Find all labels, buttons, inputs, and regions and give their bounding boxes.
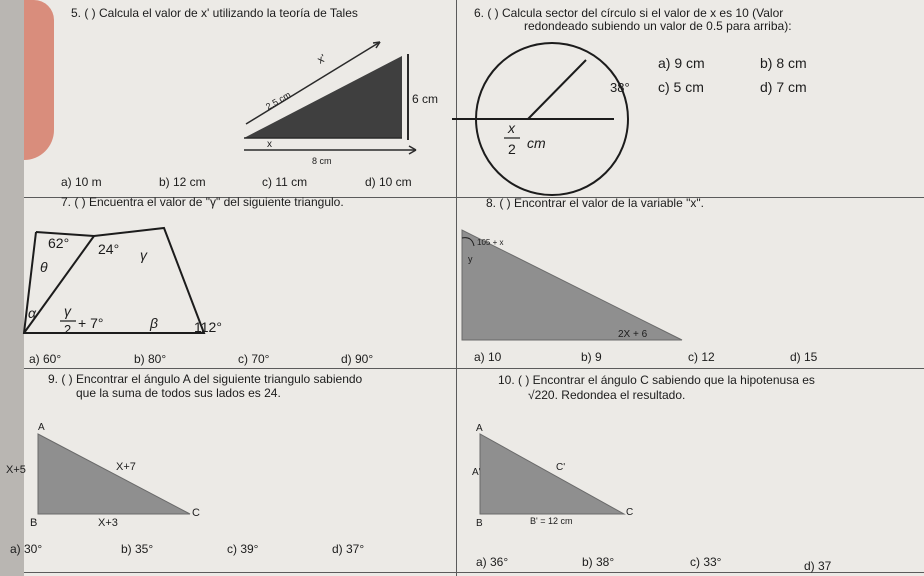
q8-option-b[interactable]: b) 9	[581, 350, 602, 364]
q7-label-gamma: γ	[140, 247, 147, 263]
q6-angle-label: 38°	[610, 80, 630, 95]
q8-label-top: 105 + x	[477, 238, 504, 247]
q5-option-c[interactable]: c) 11 cm	[262, 175, 308, 189]
q5-option-a[interactable]: a) 10 m	[61, 175, 102, 189]
q7-option-c[interactable]: c) 70°	[238, 352, 270, 366]
q9-option-c[interactable]: c) 39°	[227, 542, 259, 556]
q10-option-a[interactable]: a) 36°	[476, 555, 509, 569]
q6-option-b[interactable]: b) 8 cm	[760, 55, 807, 71]
q7-label-112: 112°	[194, 319, 222, 335]
q9-title-line2: que la suma de todos sus lados es 24.	[76, 386, 281, 400]
q9-option-d[interactable]: d) 37°	[332, 542, 365, 556]
q10-shaded-triangle	[480, 434, 624, 514]
q8-title: 8. ( ) Encontrar el valor de la variable "x".	[486, 196, 704, 210]
q8-option-c[interactable]: c) 12	[688, 350, 715, 364]
q10-label-C: C	[626, 507, 634, 518]
q9-label-A: A	[38, 422, 45, 433]
q7-label-62: 62°	[48, 235, 70, 251]
q7-option-d[interactable]: d) 90°	[341, 352, 374, 366]
q10-label-Cprime: C'	[556, 462, 566, 473]
q9-label-left: X+5	[6, 464, 26, 476]
q5-option-b[interactable]: b) 12 cm	[159, 175, 206, 189]
q6-option-c[interactable]: c) 5 cm	[658, 79, 704, 95]
q7-label-theta: θ	[40, 259, 48, 275]
q6-title-line1: 6. ( ) Calcula sector del círculo si el valor de x es 10 (Valor	[474, 6, 784, 20]
q7-label-24: 24°	[98, 241, 120, 257]
q10-title-line2: √220. Redondea el resultado.	[528, 388, 686, 402]
q9-option-a[interactable]: a) 30°	[10, 542, 43, 556]
q7-label-beta: β	[150, 315, 158, 331]
q9-label-hyp: X+7	[116, 461, 136, 473]
q5-option-d[interactable]: d) 10 cm	[365, 175, 412, 189]
q6-frac-unit: cm	[527, 135, 546, 151]
q10-label-B: B	[476, 518, 483, 529]
q9-label-C: C	[192, 507, 200, 519]
q7-option-b[interactable]: b) 80°	[134, 352, 167, 366]
q8-label-base: 2X + 6	[618, 329, 648, 340]
q9-label-base: X+3	[98, 517, 118, 529]
q6-frac-den: 2	[508, 141, 516, 157]
q6-option-d[interactable]: d) 7 cm	[760, 79, 807, 95]
q6-frac-num: x	[508, 120, 515, 136]
q10-label-base: B' = 12 cm	[530, 516, 573, 526]
q7-label-alpha: α	[28, 305, 36, 321]
q10-option-c[interactable]: c) 33°	[690, 555, 722, 569]
q8-option-d[interactable]: d) 15	[790, 350, 818, 364]
q10-title-line1: 10. ( ) Encontrar el ángulo C sabiendo que la hipotenusa es	[498, 373, 815, 387]
q6-option-a[interactable]: a) 9 cm	[658, 55, 705, 71]
q6-title-line2: redondeado subiendo un valor de 0.5 para arriba):	[524, 19, 792, 33]
q5-title: 5. ( ) Calcula el valor de x' utilizando la teoría de Tales	[71, 6, 358, 20]
worksheet-page	[6, 0, 924, 576]
q8-label-y: y	[468, 254, 473, 264]
q7-option-a[interactable]: a) 60°	[29, 352, 62, 366]
q7-frac-plus: + 7°	[78, 315, 104, 331]
q9-label-B: B	[30, 517, 38, 529]
q8-option-a[interactable]: a) 10	[474, 350, 502, 364]
q10-option-d[interactable]: d) 37	[804, 559, 832, 573]
q5-label-base: 8 cm	[312, 156, 332, 166]
q9-option-b[interactable]: b) 35°	[121, 542, 154, 556]
q7-title: 7. ( ) Encuentra el valor de "γ" del siguiente triangulo.	[61, 195, 344, 209]
q10-label-Aprime: A'	[472, 467, 481, 478]
q10-option-b[interactable]: b) 38°	[582, 555, 615, 569]
q7-frac-den: 2	[64, 322, 72, 337]
q10-diagram	[24, 0, 924, 576]
q5-label-height: 6 cm	[412, 92, 439, 106]
q7-frac-num: γ	[64, 303, 71, 319]
q5-label-x: x	[267, 139, 272, 150]
q5-label-xprime: x'	[315, 52, 329, 67]
q5-label-side: 2.5 cm	[264, 89, 293, 112]
q9-title-line1: 9. ( ) Encontrar el ángulo A del siguiente triangulo sabiendo	[48, 372, 363, 386]
q10-label-A: A	[476, 423, 483, 434]
